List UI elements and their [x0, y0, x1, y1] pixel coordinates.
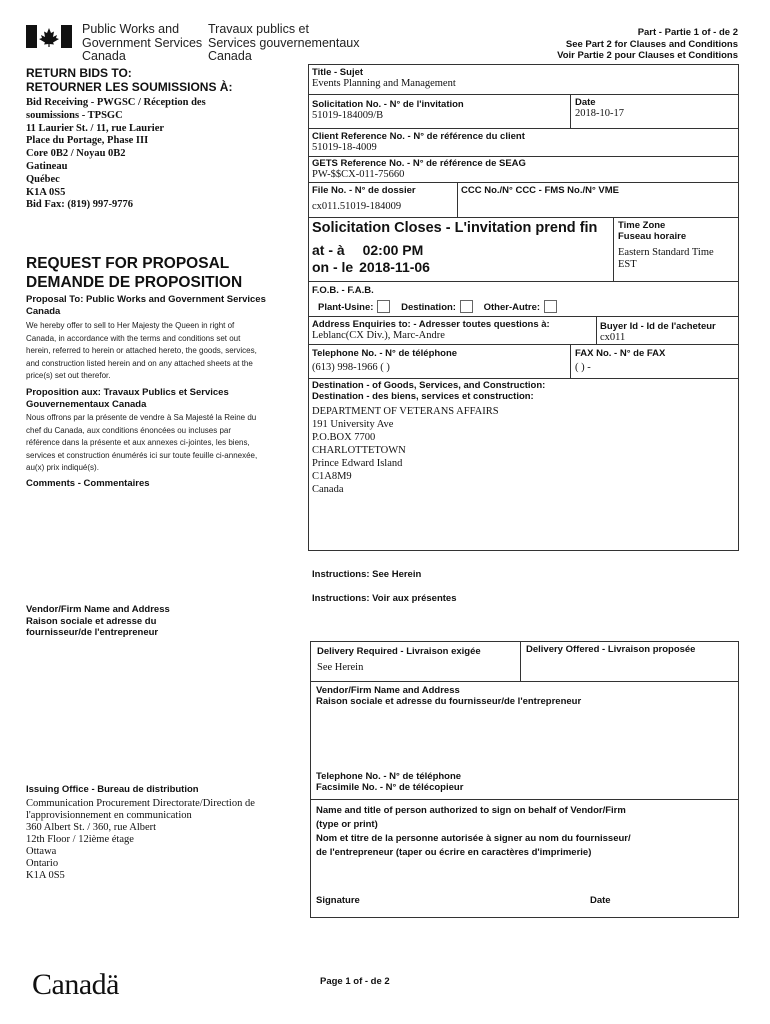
delivery-req-value: See Herein	[317, 662, 364, 673]
part-line-3: Voir Partie 2 pour Clauses et Conditions	[557, 50, 738, 61]
plant-label: Plant-Usine:	[318, 302, 374, 313]
fax-value: ( ) -	[575, 362, 591, 373]
at-value: 02:00 PM	[362, 242, 424, 258]
proposal-to-heading: Proposal To: Public Works and Government Services Canada	[26, 294, 266, 317]
solicitation-value: 51019-184009/B	[312, 110, 384, 121]
fob-label: F.O.B. - F.A.B.	[312, 285, 374, 296]
other-checkbox[interactable]	[544, 300, 557, 313]
delivery-req-label: Delivery Required - Livraison exigée	[317, 646, 481, 657]
title-label: Title - Sujet	[312, 67, 364, 78]
fax-label: FAX No. - N° de FAX	[575, 348, 666, 359]
comments-label: Comments - Commentaires	[26, 478, 150, 489]
solicitation-no-field	[312, 99, 464, 122]
return-bids-address: Bid Receiving - PWGSC / Réception des soumissions - TPSGC 11 Laurier St. / 11, rue Laurier Place du Portage, Phase III Core 0B2 / Noyau 0B2 Gatineau Québec K1A 0S5 Bid Fax: (819) 997-9776	[26, 97, 206, 211]
department-name-fr: Travaux publics et Services gouvernementaux Canada	[208, 22, 360, 63]
canada-flag-icon	[26, 25, 72, 48]
address-enq-label: Address Enquiries to: - Adresser toutes questions à:	[312, 319, 550, 330]
part-line-2: See Part 2 for Clauses and Conditions	[565, 38, 738, 50]
date-value: 2018-10-17	[575, 108, 624, 119]
date-label: Date	[575, 97, 596, 108]
file-label: File No. - N° de dossier	[312, 185, 416, 196]
rfp-title: REQUEST FOR PROPOSAL DEMANDE DE PROPOSITION	[26, 255, 243, 291]
date-field	[575, 97, 624, 120]
instructions-en: Instructions: See Herein	[312, 569, 422, 580]
row-divider	[308, 128, 739, 129]
fob-options	[318, 300, 565, 313]
client-ref-field	[312, 131, 525, 154]
client-ref-value: 51019-18-4009	[312, 142, 377, 153]
row-divider	[308, 217, 739, 218]
vendor-name-address-label: Vendor/Firm Name and Address Raison sociale et adresse du fournisseur/de l'entrepreneur	[316, 685, 582, 707]
col-divider	[520, 641, 521, 681]
part-line-1: Part - Partie 1 of - de 2	[637, 27, 738, 38]
buyer-label: Buyer Id - Id de l'acheteur	[600, 321, 716, 332]
col-divider	[570, 344, 571, 378]
other-label: Other-Autre:	[483, 302, 541, 313]
buyer-value: cx011	[600, 332, 626, 343]
time-zone-label: Time Zone Fuseau horaire	[618, 220, 687, 242]
solicitation-label: Solicitation No. - N° de l'invitation	[312, 99, 464, 110]
page-number: Page 1 of - de 2	[320, 976, 390, 987]
closes-on-row	[312, 259, 430, 275]
on-label: on - le	[312, 259, 354, 275]
delivery-required-field	[317, 646, 481, 674]
phone-fax-label: Telephone No. - N° de téléphone Facsimile No. - N° de télécopieur	[316, 771, 464, 793]
part-indicator	[557, 27, 738, 62]
ccc-label: CCC No./N° CCC - FMS No./N° VME	[461, 185, 620, 196]
row-divider	[308, 378, 739, 379]
file-no-field	[312, 185, 416, 213]
signature-label: Signature	[316, 895, 360, 906]
row-divider	[308, 182, 739, 183]
department-name-en: Public Works and Government Services Canada	[82, 22, 203, 63]
destination-option-label: Destination:	[401, 302, 456, 313]
address-enq-value: Leblanc(CX Div.), Marc-Andre	[312, 330, 445, 341]
at-label: at - à	[312, 242, 345, 258]
col-divider	[457, 182, 458, 217]
col-divider	[570, 94, 571, 128]
return-bids-title: RETURN BIDS TO: RETOURNER LES SOUMISSIONS À:	[26, 66, 233, 94]
title-field	[312, 67, 456, 90]
plant-checkbox[interactable]	[377, 300, 390, 313]
issuing-office-address: Communication Procurement Directorate/Direction de l'approvisionnement en communication 360 Albert St. / 360, rue Albert 12th Floor / 12ième étage Ottawa Ontario K1A 0S5	[26, 798, 255, 881]
time-zone-value: Eastern Standard Time EST	[618, 247, 714, 270]
vendor-firm-label: Vendor/Firm Name and Address Raison sociale et adresse du fournisseur/de l'entrepreneur	[26, 604, 170, 638]
authorized-person-label: Name and title of person authorized to sign on behalf of Vendor/Firm (type or print) Nom et titre de la personne autorisée à signer au nom du fournisseur/ de l'entrepreneur (taper ou écrire en caractères d'imprimerie)	[316, 805, 631, 858]
row-divider	[308, 316, 739, 317]
tel-label: Telephone No. - N° de téléphone	[312, 348, 458, 359]
row-divider	[308, 94, 739, 95]
proposition-aux-heading: Proposition aux: Travaux Publics et Services Gouvernementaux Canada	[26, 387, 229, 410]
gets-label: GETS Reference No. - N° de référence de SEAG	[312, 158, 526, 169]
destination-label: Destination - of Goods, Services, and Construction: Destination - des biens, services et construction:	[312, 380, 546, 402]
row-divider	[308, 281, 739, 282]
closes-title: Solicitation Closes - L'invitation prend fin	[312, 220, 598, 236]
issuing-office-label: Issuing Office - Bureau de distribution	[26, 784, 199, 795]
instructions-fr: Instructions: Voir aux présentes	[312, 593, 457, 604]
proposal-to-text: We hereby offer to sell to Her Majesty the Queen in right of Canada, in accordance with the terms and conditions set out herein, referred to herein or attached hereto, the goods, services, and construction listed herein and on any attached sheets at the price(s) set out therefor.	[26, 321, 257, 380]
delivery-offered-label: Delivery Offered - Livraison proposée	[526, 644, 696, 655]
row-divider	[310, 681, 739, 682]
telephone-field	[312, 348, 457, 374]
file-value: cx011.51019-184009	[312, 201, 402, 212]
tel-value: (613) 998-1966 ( )	[312, 362, 390, 373]
destination-value: DEPARTMENT OF VETERANS AFFAIRS 191 University Ave P.O.BOX 7700 CHARLOTTETOWN Prince Edward Island C1A8M9 Canada	[312, 406, 499, 495]
client-ref-label: Client Reference No. - N° de référence du client	[312, 131, 525, 142]
buyer-id-field	[600, 321, 716, 344]
proposition-aux-text: Nous offrons par la présente de vendre à Sa Majesté la Reine du chef du Canada, aux conditions énoncées ou incluses par référence dans la présente et aux annexes ci-jointes, les biens, services et construction énumérés ici sur toute feuille ci-annexée, au(x) prix indiqué(s).	[26, 413, 258, 472]
closes-at-row	[312, 242, 423, 258]
col-divider	[596, 316, 597, 344]
destination-checkbox[interactable]	[460, 300, 473, 313]
row-divider	[310, 799, 739, 800]
col-divider	[613, 217, 614, 281]
signature-date-label: Date	[590, 895, 611, 906]
row-divider	[308, 156, 739, 157]
gets-ref-field	[312, 158, 526, 181]
address-enquiries-field	[312, 319, 550, 342]
canada-wordmark: Canadä	[32, 968, 119, 1001]
row-divider	[308, 344, 739, 345]
title-value: Events Planning and Management	[312, 78, 456, 89]
gets-value: PW-$$CX-011-75660	[312, 169, 405, 180]
fax-field	[575, 348, 665, 374]
on-value: 2018-11-06	[359, 259, 430, 275]
